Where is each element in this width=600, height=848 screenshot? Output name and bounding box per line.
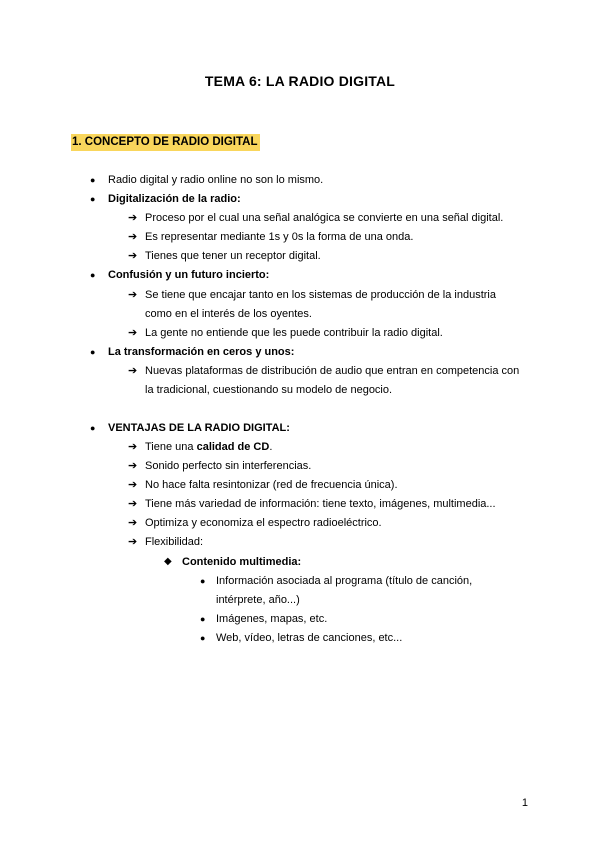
list-item-heading: VENTAJAS DE LA RADIO DIGITAL: (108, 422, 290, 434)
emphasis-text: calidad de CD (196, 441, 270, 453)
sub-list-item: Se tiene que encajar tanto en los sistemas de producción de la industria (145, 289, 496, 301)
sub-list-item: Tiene más variedad de información: tiene texto, imágenes, multimedia... (145, 498, 496, 510)
sub-list-item: Optimiza y economiza el espectro radioeléctrico. (145, 517, 382, 529)
fourth-level-item: Web, vídeo, letras de canciones, etc... (216, 632, 403, 644)
list-item-heading: La transformación en ceros y unos: (108, 346, 295, 358)
bullet-icon: ● (200, 576, 206, 586)
bullet-icon: ● (90, 423, 96, 433)
document-title: TEMA 6: LA RADIO DIGITAL (204, 73, 396, 89)
page-number: 1 (521, 797, 528, 809)
third-level-heading: Contenido multimedia: (182, 556, 302, 568)
bullet-icon: ● (200, 614, 206, 624)
sub-list-item-continuation: la tradicional, cuestionando su modelo de negocio. (145, 384, 393, 396)
list-item-heading: Digitalización de la radio: (108, 193, 241, 205)
arrow-icon: ➔ (128, 441, 138, 453)
sub-list-item: Sonido perfecto sin interferencias. (145, 460, 312, 472)
sub-list-item: Nuevas plataformas de distribución de audio que entran en competencia con (145, 365, 520, 377)
diamond-icon: ◆ (164, 556, 172, 567)
arrow-icon: ➔ (128, 498, 138, 510)
section-heading: 1. CONCEPTO DE RADIO DIGITAL (71, 134, 260, 151)
sub-list-item: Flexibilidad: (145, 536, 204, 548)
sub-list-item: No hace falta resintonizar (red de frecuencia única). (145, 479, 398, 491)
fourth-level-item: Información asociada al programa (título de canción, (216, 575, 473, 587)
sub-list-item: Proceso por el cual una señal analógica se convierte en una señal digital. (145, 212, 504, 224)
sub-list-item: Tienes que tener un receptor digital. (145, 250, 321, 262)
sub-list-item-text: Tiene una (145, 441, 197, 453)
fourth-level-item-continuation: intérprete, año...) (216, 594, 300, 606)
sub-list-item-continuation: como en el interés de los oyentes. (145, 308, 312, 320)
arrow-icon: ➔ (128, 460, 138, 472)
arrow-icon: ➔ (128, 479, 138, 491)
fourth-level-item: Imágenes, mapas, etc. (216, 613, 328, 625)
bullet-icon: ● (90, 194, 96, 204)
bullet-icon: ● (90, 270, 96, 280)
arrow-icon: ➔ (128, 365, 138, 377)
bullet-icon: ● (90, 347, 96, 357)
sub-list-item (145, 440, 272, 454)
sub-list-item-text: . (269, 441, 273, 453)
arrow-icon: ➔ (128, 289, 138, 301)
arrow-icon: ➔ (128, 536, 138, 548)
arrow-icon: ➔ (128, 327, 138, 339)
arrow-icon: ➔ (128, 212, 138, 224)
arrow-icon: ➔ (128, 517, 138, 529)
arrow-icon: ➔ (128, 250, 138, 262)
arrow-icon: ➔ (128, 231, 138, 243)
bullet-icon: ● (200, 633, 206, 643)
list-item: Radio digital y radio online no son lo mismo. (108, 174, 324, 186)
sub-list-item: La gente no entiende que les puede contribuir la radio digital. (145, 327, 443, 339)
sub-list-item: Es representar mediante 1s y 0s la forma de una onda. (145, 231, 414, 243)
bullet-icon: ● (90, 175, 96, 185)
list-item-heading: Confusión y un futuro incierto: (108, 269, 270, 281)
